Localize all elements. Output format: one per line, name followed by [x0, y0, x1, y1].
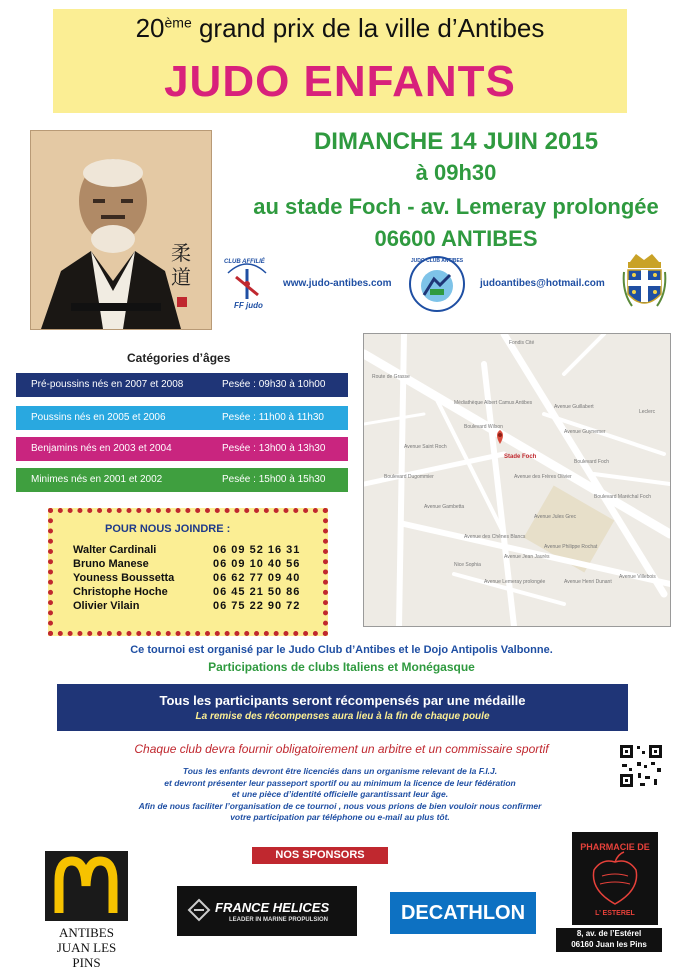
map-label: Avenue Gambetta — [424, 504, 465, 510]
kanji-text: 柔道 — [171, 241, 191, 289]
contact-name: Olivier Vilain — [73, 600, 140, 612]
mcdonalds-logo — [45, 851, 128, 921]
map-label: Boulevard Maréchal Foch — [594, 494, 651, 500]
category-weigh-in: Pesée : 15h00 à 15h30 — [222, 474, 326, 485]
category-weigh-in: Pesée : 11h00 à 11h30 — [222, 412, 324, 423]
antibes-coat-of-arms — [622, 252, 667, 316]
map-label: Boulevard Wilson — [464, 424, 503, 430]
qr-code[interactable] — [618, 743, 664, 789]
event-place: au stade Foch - av. Lemeray prolongée — [253, 194, 659, 219]
categories-title: Catégories d’âges — [127, 351, 231, 365]
category-row — [16, 373, 348, 397]
contact-name: Christophe Hoche — [73, 586, 168, 598]
judo-club-antibes-logo — [408, 255, 466, 313]
pharmacie-logo — [572, 832, 658, 925]
event-date: DIMANCHE 14 JUIN 2015 — [313, 128, 599, 155]
pharmacie-name: L’ ESTEREL — [595, 910, 635, 917]
map-label: Leclerc — [639, 409, 656, 415]
contact-name: Youness Boussetta — [73, 572, 175, 584]
ff-judo-logo — [222, 255, 272, 313]
rules-line: Tous les enfants devront être licenciés dans un organisme relevant de la F.I.J. — [182, 766, 498, 776]
location-map[interactable] — [363, 333, 671, 627]
rules-line: votre participation par téléphone ou e-mail au plus tôt. — [230, 812, 450, 822]
map-label: Avenue Saint Roch — [404, 444, 447, 450]
contact-phone: 06 75 22 90 72 — [213, 600, 301, 612]
email-link[interactable]: judoantibes@hotmail.com — [480, 278, 605, 289]
contact-phone: 06 62 77 09 40 — [213, 572, 301, 584]
category-name: Poussins nés en 2005 et 2006 — [31, 412, 166, 423]
pharmacie-address-line: 06160 Juan les Pins — [571, 940, 647, 949]
france-helices-tagline: LEADER IN MARINE PROPULSION — [229, 917, 329, 923]
pharmacie-address — [556, 928, 662, 952]
france-helices-name: FRANCE HELICES — [215, 900, 330, 915]
mcdonalds-location — [45, 925, 128, 970]
rules-line: Afin de nous faciliter l’organisation de ce tournoi , nous vous prions de bien vouloir nous confirmer — [138, 800, 542, 811]
category-name: Pré-poussins nés en 2007 et 2008 — [31, 379, 184, 390]
organizer-text: Ce tournoi est organisé par le Judo Club d’Antibes et le Dojo Antipolis Valbonne. — [130, 644, 553, 656]
ff-logo-top-text: CLUB AFFILIÉ — [224, 259, 265, 265]
mcdonalds-line: JUAN LES PINS — [56, 940, 117, 970]
map-label: Avenue des Chênes Blancs — [464, 534, 526, 540]
event-time: à 09h30 — [415, 160, 497, 185]
france-helices-logo — [177, 886, 357, 936]
category-name: Benjamins nés en 2003 et 2004 — [31, 443, 172, 454]
map-label: Avenue Jules Grec — [534, 514, 577, 520]
header-banner — [53, 9, 627, 113]
rules-text — [90, 766, 590, 824]
contact-name: Walter Cardinali — [73, 544, 157, 556]
rules-line: et une pièce d’identité officielle garantissant leur âge. — [231, 789, 449, 799]
contacts-box — [48, 508, 328, 636]
requirement-text: Chaque club devra fournir obligatoirement un arbitre et un commissaire sportif — [134, 742, 549, 756]
map-label: Boulevard Foch — [574, 459, 610, 465]
decathlon-logo: DECATHLON — [390, 892, 536, 934]
mcdonalds-line: ANTIBES — [59, 925, 114, 940]
seal-stamp — [177, 297, 187, 307]
rules-line: et devront présenter leur passeport sportif ou au minimum la licence de leur fédération — [164, 777, 516, 788]
map-label: Avenue Jean Jaurès — [504, 554, 550, 560]
portrait-image — [30, 130, 212, 330]
header-title: 20ème grand prix de la ville d’Antibes — [135, 13, 545, 43]
map-label: Fondis Cité — [509, 340, 535, 346]
category-row — [16, 406, 348, 430]
map-label: Avenue Villebois — [619, 574, 656, 580]
category-weigh-in: Pesée : 13h00 à 13h30 — [222, 443, 326, 454]
main-title: JUDO ENFANTS — [164, 57, 516, 106]
category-row — [16, 437, 348, 461]
pharmacie-address-line: 8, av. de l’Estérel — [576, 929, 642, 938]
contact-phone: 06 09 10 40 56 — [213, 558, 301, 570]
map-label: Avenue Lemeray prolongée — [484, 579, 546, 585]
contact-phone: 06 09 52 16 31 — [213, 544, 301, 556]
jca-logo-text: JUDO CLUB ANTIBES — [410, 258, 464, 264]
contact-name: Bruno Manese — [73, 558, 149, 570]
map-label: Avenue des Frères Olivier — [514, 474, 572, 480]
map-label: Route de Grasse — [372, 374, 410, 380]
ff-logo-bottom-text: FF judo — [234, 301, 263, 310]
category-row — [16, 468, 348, 492]
medal-banner-subtitle: La remise des récompenses aura lieu à la fin de chaque poule — [195, 711, 490, 722]
map-label: Avenue Philippe Rochat — [544, 544, 598, 550]
map-label: Nice Sophia — [454, 562, 481, 568]
map-label: Avenue Guynemer — [564, 429, 606, 435]
medal-banner — [57, 684, 628, 731]
contact-phone: 06 45 21 50 86 — [213, 586, 301, 598]
category-weigh-in: Pesée : 09h30 à 10h00 — [222, 379, 326, 390]
sponsors-title: NOS SPONSORS — [252, 847, 388, 864]
pharmacie-title: PHARMACIE DE — [580, 842, 650, 852]
map-label: Avenue Henri Dunant — [564, 579, 612, 585]
map-label: Avenue Guillabert — [554, 404, 594, 410]
participation-text: Participations de clubs Italiens et Monégasque — [208, 660, 475, 674]
map-pin-label: Stade Foch — [504, 454, 537, 460]
website-link[interactable]: www.judo-antibes.com — [283, 278, 392, 289]
contacts-title: POUR NOUS JOINDRE : — [105, 523, 231, 535]
map-label: Médiathèque Albert Camus Antibes — [454, 400, 533, 406]
category-name: Minimes nés en 2001 et 2002 — [31, 474, 163, 485]
map-label: Boulevard Dugommier — [384, 474, 434, 480]
medal-banner-title: Tous les participants seront récompensés par une médaille — [159, 693, 526, 708]
event-city: 06600 ANTIBES — [374, 226, 538, 251]
